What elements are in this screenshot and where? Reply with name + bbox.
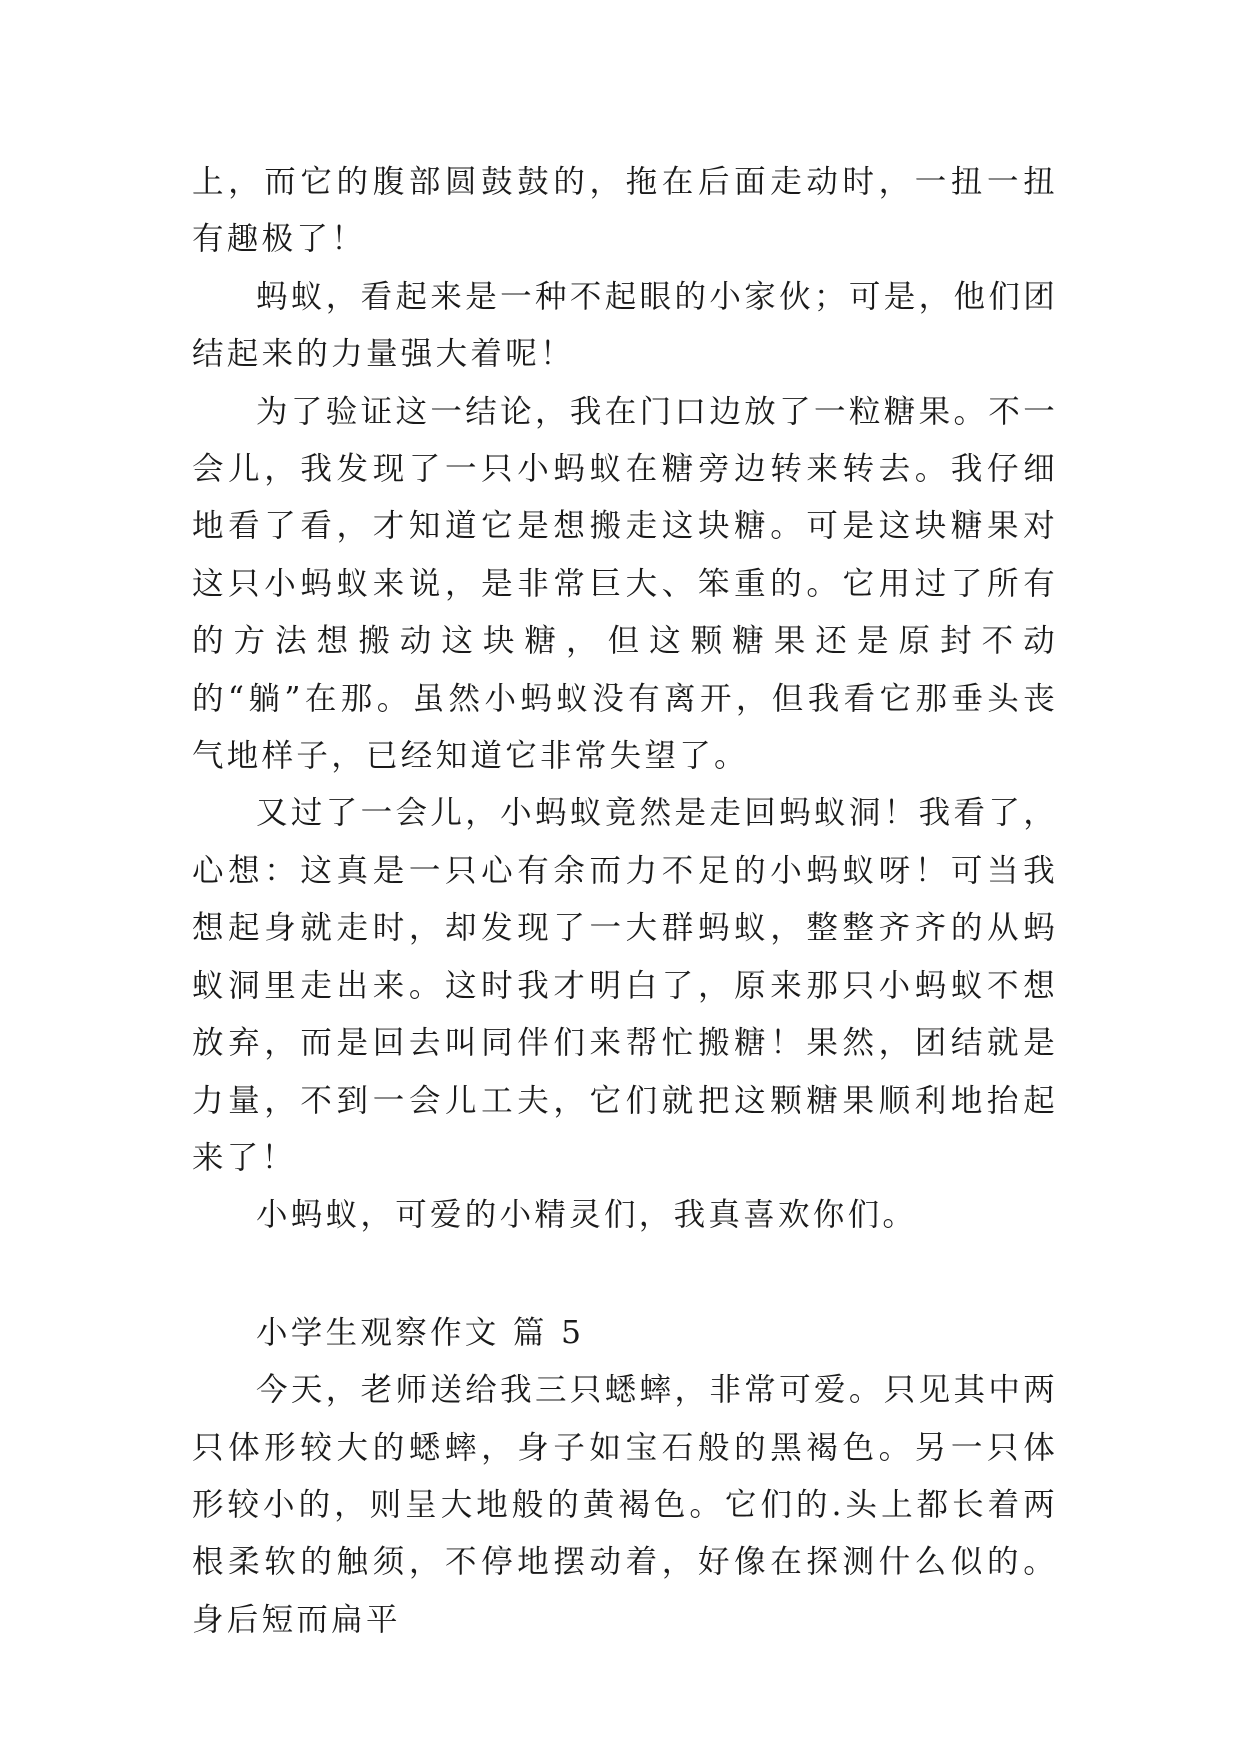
paragraph: 上，而它的腹部圆鼓鼓的，拖在后面走动时，一扭一扭有趣极了！ [192, 164, 1058, 258]
paragraph: 为了验证这一结论，我在门口边放了一粒糖果。不一会儿，我发现了一只小蚂蚁在糖旁边转来转去。我仔细地看了看，才知道它是想搬走这块糖。可是这块糖果对这只小蚂蚁来说，是非常巨大、笨重的。它用过了所有的方法想搬动这块糖，但这颗糖果还是原封不动的“躺”在那。虽然小蚂蚁没有离开，但我看它那垂头丧气地样子，已经知道它非常失望了。 [192, 393, 1058, 775]
paragraph: 今天，老师送给我三只蟋蟀，非常可爱。只见其中两只体形较大的蟋蟀，身子如宝石般的黑褐色。另一只体形较小的，则呈大地般的黄褐色。它们的.头上都长着两根柔软的触须，不停地摆动着，好像在探测什么似的。身后短而扁平 [192, 1372, 1058, 1638]
document-body [192, 154, 1058, 1649]
section-spacer [192, 1245, 1058, 1305]
section-title: 小学生观察作文 篇 5 [256, 1314, 585, 1351]
paragraph: 又过了一会儿，小蚂蚁竟然是走回蚂蚁洞！我看了，心想：这真是一只心有余而力不足的小蚂蚁呀！可当我想起身就走时，却发现了一大群蚂蚁，整整齐齐的从蚂蚁洞里走出来。这时我才明白了，原来那只小蚂蚁不想放弃，而是回去叫同伴们来帮忙搬糖！果然，团结就是力量，不到一会儿工夫，它们就把这颗糖果顺利地抬起来了！ [192, 795, 1058, 1176]
paragraph: 小蚂蚁，可爱的小精灵们，我真喜欢你们。 [256, 1197, 918, 1234]
paragraph: 蚂蚁，看起来是一种不起眼的小家伙；可是，他们团结起来的力量强大着呢！ [192, 278, 1058, 373]
